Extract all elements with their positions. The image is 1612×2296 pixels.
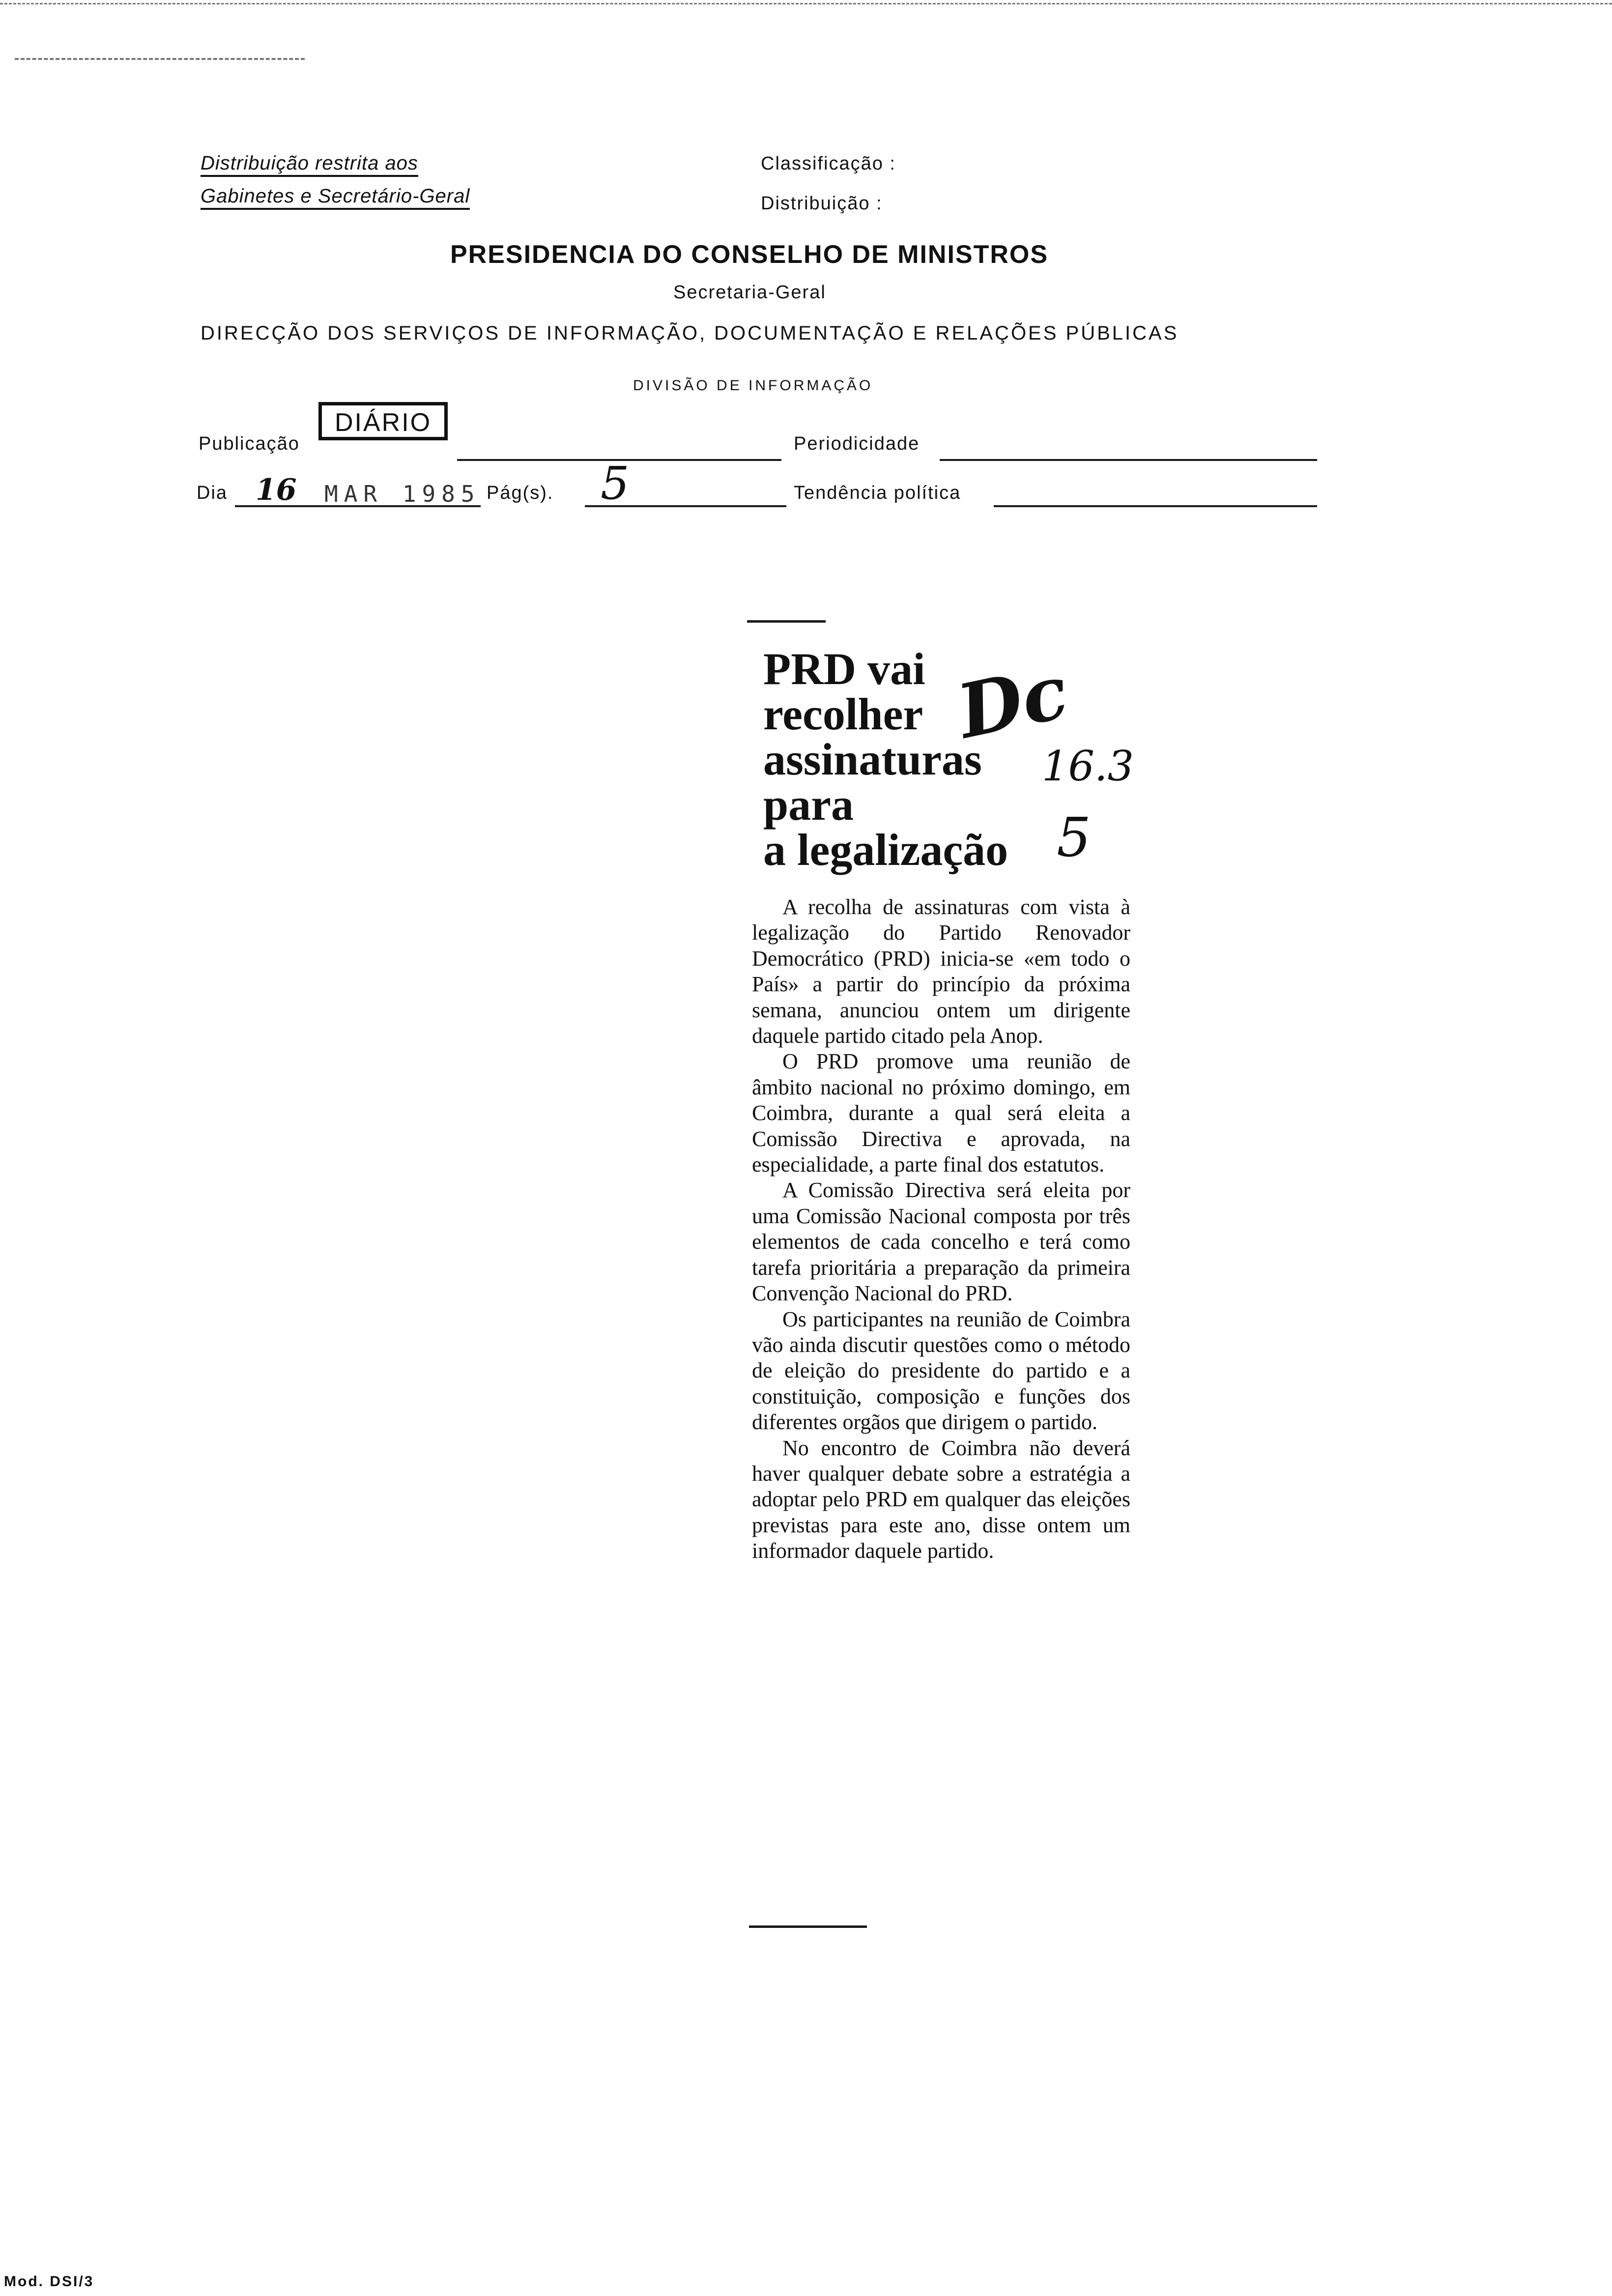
scan-edge-top (0, 3, 1612, 4)
division-name: DIVISÃO DE INFORMAÇÃO (633, 377, 873, 394)
day-label: Dia (197, 483, 228, 503)
headline-line-1: PRD vai (763, 644, 925, 694)
clipping-bottom-rule (749, 1925, 867, 1928)
org-subtitle: Secretaria-Geral (673, 282, 826, 303)
pages-label: Pág(s). (487, 483, 554, 503)
classification-label: Classificação : (761, 153, 896, 174)
article-paragraph: A Comissão Directiva será eleita por uma Comissão Nacional composta por três elementos de cada concelho e terá como tarefa prioritária a preparação da primeira Convenção Nacional do PRD. (752, 1178, 1130, 1306)
scan-edge-mark (15, 58, 305, 60)
tendency-label: Tendência política (794, 483, 961, 503)
periodicity-label: Periodicidade (794, 433, 920, 454)
article-paragraph: Os participantes na reunião de Coimbra vão ainda discutir questões como o método de eleição do presidente do partido e a constituição, composição e funções dos diferentes orgãos que dirigem o partido. (752, 1307, 1130, 1435)
headline-line-4: para (763, 779, 854, 830)
directorate-name: DIRECÇÃO DOS SERVIÇOS DE INFORMAÇÃO, DOCUMENTAÇÃO E RELAÇÕES PÚBLICAS (201, 322, 1179, 344)
distribution-restriction (201, 152, 470, 207)
handwritten-page: 5 (1057, 806, 1091, 869)
form-code: Mod. DSI/3 (4, 2273, 94, 2290)
article-paragraph: A recolha de assinaturas com vista à legalização do Partido Renovador Democrático (PRD) inicia-se «em todo o País» a partir do princípio da próxima semana, anunciou ontem um dirigente daquele partido citado pela Anop. (752, 895, 1130, 1048)
headline-line-2: recolher (763, 689, 923, 739)
periodicity-field-line (940, 459, 1317, 461)
pages-handwritten: 5 (601, 457, 630, 510)
handwritten-initials: Dc (950, 648, 1075, 756)
article-paragraph: O PRD promove uma reunião de âmbito nacional no próximo domingo, em Coimbra, durante a qual será eleita a Comissão Directiva e aprovada, na especialidade, a parte final dos estatutos. (752, 1049, 1130, 1177)
publication-stamp (318, 402, 448, 440)
date-stamp: MAR 1985 (324, 481, 481, 507)
distribution-line-2: Gabinetes e Secretário-Geral (201, 185, 470, 210)
headline-line-3: assinaturas (763, 734, 982, 784)
handwritten-date: 16.3 (1042, 742, 1134, 790)
org-title: PRESIDENCIA DO CONSELHO DE MINISTROS (450, 240, 1049, 269)
article-paragraph: No encontro de Coimbra não deverá haver qualquer debate sobre a estratégia a adoptar pelo PRD em qualquer das eleições previstas para este ano, disse ontem um informador daquele partido. (752, 1435, 1130, 1563)
article-body (752, 894, 1130, 1564)
day-handwritten: 16 (256, 473, 297, 507)
distribution-line-1: Distribuição restrita aos (201, 152, 418, 177)
publication-label: Publicação (199, 433, 300, 454)
tendency-field-line (994, 505, 1317, 507)
publication-value: DIÁRIO (335, 408, 432, 437)
headline-line-5: a legalização (763, 825, 1008, 875)
distribution-label: Distribuição : (761, 193, 883, 214)
clipping-top-rule (747, 620, 826, 623)
